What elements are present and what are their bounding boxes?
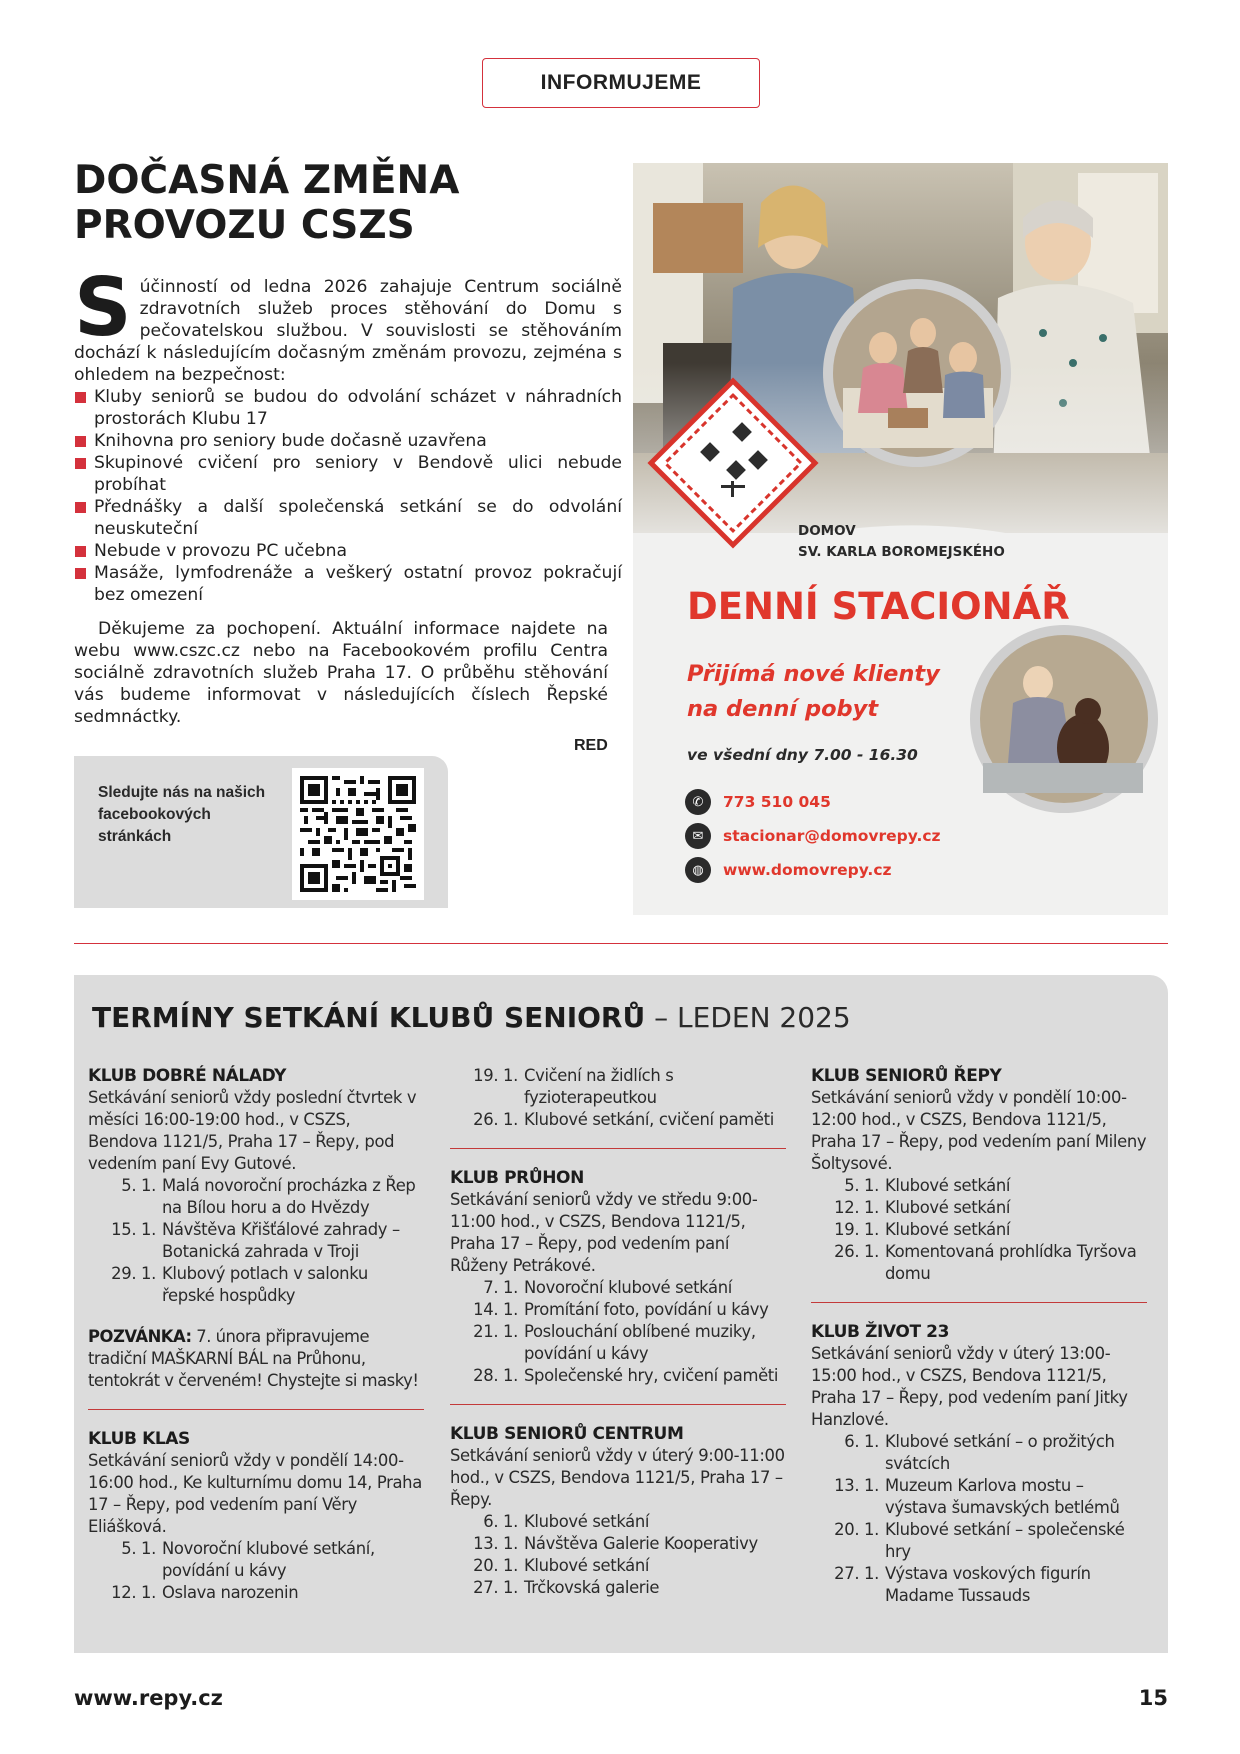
event-row: 6. 1. Klubové setkání [483,1512,650,1531]
event-row: 19. 1. Klubové setkání [834,1220,1011,1239]
club-description: Setkávání seniorů vždy v úterý 13:00-15:00 hod., v CSZS, Bendova 1121/5, Praha 17 – Řepy, pod vedením paní Jitky Hanzlové. [811,1344,1128,1429]
article-signature: RED [574,737,608,754]
headline-line-2: PROVOZU CSZS [74,203,415,248]
club-name: KLUB SENIORŮ ŘEPY [811,1066,1002,1086]
square-bullet-icon [75,502,86,513]
ad-email[interactable]: ✉ stacionar@domovrepy.cz [685,823,941,849]
list-item: Kluby seniorů se budou do odvolání scházet v náhradních prostorách Klubu 17 [74,386,622,430]
event-row: 20. 1. Klubové setkání [473,1556,650,1575]
event-row: 6. 1. Klubové setkání – o prožitých svátcích [844,1432,1115,1473]
globe-icon: ◍ [685,857,711,883]
event-row: 20. 1. Klubové setkání – společenské hry [834,1520,1125,1561]
list-item: Knihovna pro seniory bude dočasně uzavřena [74,430,622,452]
club-name: KLUB SENIORŮ CENTRUM [450,1424,684,1444]
club-name: KLUB DOBRÉ NÁLADY [88,1066,286,1086]
event-row: 12. 1. Oslava narozenin [111,1583,299,1602]
event-row: 14. 1. Promítání foto, povídání u kávy [473,1300,769,1319]
club-divider [450,1148,786,1149]
event-row: 26. 1. Klubové setkání, cvičení paměti [473,1110,774,1129]
club-divider [450,1404,786,1405]
event-row: 27. 1. Trčkovská galerie [473,1578,660,1597]
list-item: Nebude v provozu PC učebna [74,540,622,562]
club-klas [88,1428,424,1604]
list-item: Skupinové cvičení pro seniory v Bendově ulici nebude probíhat [74,452,622,496]
event-row: 21. 1. Poslouchání oblíbené muziky, povídání u kávy [473,1322,756,1363]
ad-subtitle: Přijímá nové klienty na denní pobyt [687,661,940,722]
club-description: Setkávání seniorů vždy ve středu 9:00-11:00 hod., v CSZS, Bendova 1121/5, Praha 17 – Řepy, pod vedením paní Růženy Petrákové. [450,1190,758,1275]
club-repy [811,1065,1147,1285]
schedule-column-3 [811,1065,1147,1607]
phone-icon: ✆ [685,789,711,815]
club-zivot-23 [811,1321,1147,1607]
ad-hours: ve všední dny 7.00 - 16.30 [687,746,918,764]
event-row: 5. 1. Malá novoroční procházka z Řep na Bílou horu a do Hvězdy [121,1176,416,1217]
event-row: 13. 1. Muzeum Karlova mostu – výstava šumavských betlémů [834,1476,1120,1517]
club-dobre-nalady [88,1065,424,1392]
club-centrum [450,1423,786,1599]
ad-phone[interactable]: ✆ 773 510 045 [685,789,831,815]
event-row: 13. 1. Návštěva Galerie Kooperativy [473,1534,758,1553]
section-divider [74,943,1168,944]
event-row: 15. 1. Návštěva Křišťálové zahrady – Botanická zahrada v Troji [111,1220,400,1261]
footer-website-link[interactable]: www.repy.cz [74,1686,223,1710]
list-item: Masáže, lymfodrenáže a veškerý ostatní provoz pokračují bez omezení [74,562,622,606]
ad-organisation: DOMOV SV. KARLA BOROMEJSKÉHO [798,523,1005,560]
schedule-column-2 [450,1065,786,1599]
schedule-column-1 [88,1065,424,1604]
facebook-text: Sledujte nás na našich facebookových stránkách [98,784,266,845]
event-row: 5. 1. Novoroční klubové setkání, povídání u kávy [121,1539,375,1580]
section-tag: INFORMUJEME [482,58,760,108]
club-schedule-box [74,975,1168,1653]
square-bullet-icon [75,392,86,403]
page-number: 15 [1138,1686,1168,1710]
club-divider [88,1409,424,1410]
club-description: Setkávání seniorů vždy poslední čtvrtek v měsíci 16:00-19:00 hod., v CSZS, Bendova 1121/5, Praha 17 – Řepy, pod vedením paní Evy Gutové. [88,1088,417,1173]
ad-title: DENNÍ STACIONÁŘ [687,585,1070,628]
club-dobre-nalady-continued [450,1065,786,1131]
ad-website[interactable]: ◍ www.domovrepy.cz [685,857,892,883]
club-schedule-title: TERMÍNY SETKÁNÍ KLUBŮ SENIORŮ – LEDEN 2025 [92,1001,851,1034]
club-description: Setkávání seniorů vždy v úterý 9:00-11:00 hod., v CSZS, Bendova 1121/5, Praha 17 – Řepy. [450,1446,785,1509]
club-pruhon [450,1167,786,1387]
qr-code-icon [300,776,416,892]
invitation-note: POZVÁNKA: 7. února připravujeme tradiční MAŠKARNÍ BÁL na Průhonu, tentokrát v červeném! Chystejte si masky! [88,1327,419,1390]
drop-cap: S [74,261,132,354]
facebook-box [74,756,448,908]
event-row: 5. 1. Klubové setkání [844,1176,1011,1195]
event-row: 7. 1. Novoroční klubové setkání [483,1278,732,1297]
list-item: Přednášky a další společenská setkání se do odvolání neuskuteční [74,496,622,540]
event-row: 26. 1. Komentovaná prohlídka Tyršova domu [834,1242,1137,1283]
square-bullet-icon [75,436,86,447]
club-name: KLUB KLAS [88,1429,190,1449]
club-description: Setkávání seniorů vždy v pondělí 14:00-16:00 hod., Ke kulturnímu domu 14, Praha 17 – Řepy, pod vedením paní Věry Eliášková. [88,1451,422,1536]
event-row: 27. 1. Výstava voskových figurín Madame Tussauds [834,1564,1091,1605]
article-headline [74,158,594,248]
headline-line-1: DOČASNÁ ZMĚNA [74,158,460,203]
article-body [74,261,622,728]
club-name: KLUB PRŮHON [450,1168,584,1188]
club-description: Setkávání seniorů vždy v pondělí 10:00-12:00 hod., v CSZS, Bendova 1121/5, Praha 17 – Řepy, pod vedením paní Mileny Šoltysové. [811,1088,1147,1173]
event-row: 28. 1. Společenské hry, cvičení paměti [473,1366,779,1385]
club-divider [811,1302,1147,1303]
envelope-icon: ✉ [685,823,711,849]
day-care-advertisement [633,163,1168,915]
article-thanks: Děkujeme za pochopení. Aktuální informace najdete na webu www.cszc.cz nebo na Facebookovém profilu Centra sociálně zdravotních služeb Praha 17. O průběhu stěhování vás budeme informovat v následujících číslech Řepské sedmnáctky. [74,619,608,727]
club-name: KLUB ŽIVOT 23 [811,1322,950,1342]
event-row: 29. 1. Klubový potlach v salonku řepské hospůdky [111,1264,368,1305]
event-row: 19. 1. Cvičení na židlích s fyzioterapeutkou [473,1066,674,1107]
square-bullet-icon [75,458,86,469]
article-intro: účinností od ledna 2026 zahajuje Centrum sociálně zdravotních služeb proces stěhování do Domu s pečovatelskou službou. V souvislosti se stěhováním dochází k následujícím dočasným změnám provozu, zejména s ohledem na bezpečnost: [74,277,622,385]
square-bullet-icon [75,546,86,557]
qr-code[interactable] [292,768,424,900]
event-row: 12. 1. Klubové setkání [834,1198,1011,1217]
change-list [74,386,622,606]
square-bullet-icon [75,568,86,579]
